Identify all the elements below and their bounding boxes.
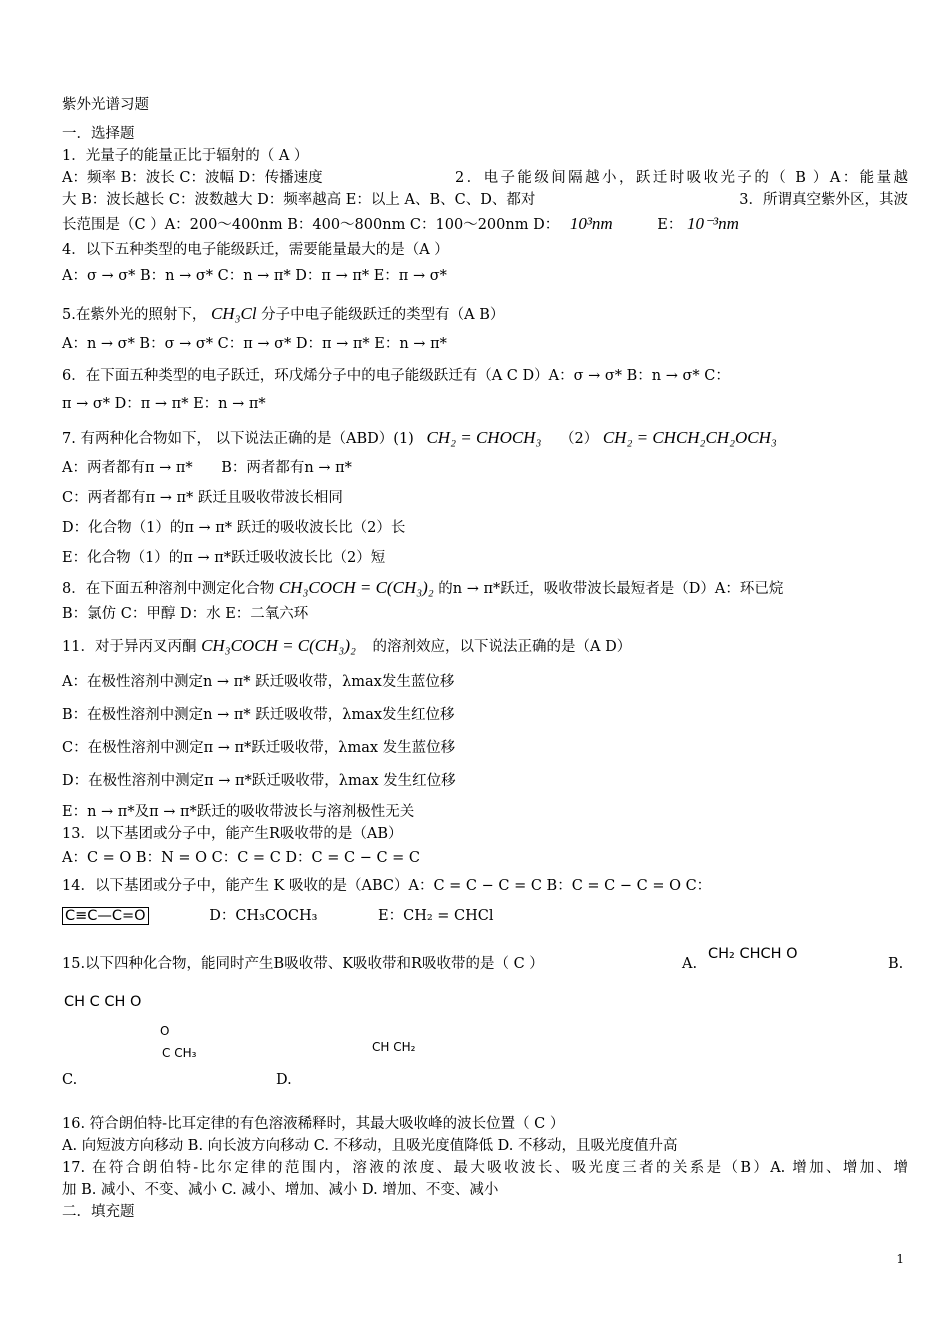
question-7-option-b: B：两者都有n → π*: [221, 460, 352, 476]
question-7-compound-2-label: （2）: [559, 431, 599, 447]
section-heading: 一．选择题: [62, 126, 135, 142]
question-7-option-d: D：化合物（1）的π → π* 跃迁的吸收波长比（2）长: [62, 520, 406, 536]
question-4-options: A：σ → σ* B：n → σ* C：n → π* D：π → π* E：π → σ*: [62, 268, 447, 284]
question-11-option-e: E：n → π*及π → π*跃迁的吸收带波长与溶剂极性无关: [62, 804, 415, 820]
question-11-option-c: C：在极性溶剂中测定π → π*跃迁吸收带，λmax 发生蓝位移: [62, 740, 456, 756]
question-7-option-e: E：化合物（1）的π → π*跃迁吸收波长比（2）短: [62, 550, 386, 566]
question-5-options: A：n → σ* B：σ → σ* C：π → σ* D：π → π* E：n → π*: [62, 336, 447, 352]
question-5-stem-end: 分子中电子能级跃迁的类型有（A B）: [261, 307, 505, 323]
question-15: 15.以下四种化合物，能同时产生B吸收带、K吸收带和R吸收带的是（ C ）: [62, 956, 544, 972]
question-14-option-d: D：CH₃COCH₃: [209, 908, 318, 924]
question-4: 4．以下五种类型的电子能级跃迁，需要能量最大的是（A ）: [62, 242, 449, 258]
section-heading-2: 二．填充题: [62, 1204, 135, 1220]
question-7-option-a: A：两者都有π → π*: [62, 460, 193, 476]
question-13-options: A：C = O B：N = O C：C = C D：C = C − C = C: [62, 850, 421, 866]
question-17: 17. 在符合朗伯特-比尔定律的范围内，溶液的浓度、最大吸收波长、吸光度三者的关系是（B）A. 增加、增加、增: [62, 1160, 908, 1176]
question-15-option-a-label: A.: [682, 956, 698, 972]
question-3-option-d-value: 10³nm: [569, 214, 613, 233]
question-8-stem-end: 的n → π*跃迁，吸收带波长最短者是（D）A：环已烷: [438, 581, 784, 597]
question-6: 6．在下面五种类型的电子跃迁，环戊烯分子中的电子能级跃迁有（A C D）A：σ → σ* B：n → σ* C：: [62, 368, 730, 384]
question-15-option-b-structure: CH C CH O: [64, 994, 142, 1010]
page-number: 1: [896, 1252, 904, 1266]
question-17-options: 加 B. 减小、不变、减小 C. 减小、增加、减小 D. 增加、不变、减小: [62, 1182, 499, 1198]
question-15-option-d-label: D.: [276, 1072, 292, 1088]
question-11-stem-end: 的溶剂效应，以下说法正确的是（A D）: [372, 639, 632, 655]
question-15-option-d-structure: CH CH₂: [372, 1040, 416, 1054]
question-1: 1．光量子的能量正比于辐射的（ A ）: [62, 148, 309, 164]
question-15-option-a-structure: CH₂ CHCH O: [708, 946, 798, 962]
question-11-option-d: D：在极性溶剂中测定π → π*跃迁吸收带，λmax 发生红位移: [62, 773, 456, 789]
question-16-options: A. 向短波方向移动 B. 向长波方向移动 C. 不移动，且吸光度值降低 D. 不移动，且吸光度值升高: [62, 1138, 678, 1154]
question-15-option-c-structure: C CH₃: [162, 1046, 197, 1060]
question-14-option-c-structure: C≡C—C=O: [62, 907, 149, 925]
question-15-option-c-label: C.: [62, 1072, 78, 1088]
question-7-compound-2: CH₂ = CHCH₂CH₂OCH₃: [602, 428, 777, 447]
question-3-option-e-label: E：: [657, 217, 683, 233]
question-14: 14．以下基团或分子中，能产生 K 吸收的是（ABC）A：C = C − C = C B：C = C − C = O C：: [62, 878, 712, 894]
question-8-stem: 8．在下面五种溶剂中测定化合物: [62, 581, 275, 597]
question-7-stem: 7. 有两种化合物如下， 以下说法正确的是（ABD）(1): [62, 431, 414, 447]
question-8-formula: CH₃COCH = C(CH₃)₂: [278, 578, 434, 597]
question-2: 2．电子能级间隔越小，跃迁时吸收光子的（ B ）A：能量越: [455, 170, 908, 186]
question-16: 16. 符合朗伯特-比耳定律的有色溶液稀释时，其最大吸收峰的波长位置（ C ）: [62, 1116, 565, 1132]
question-5-stem: 5.在紫外光的照射下，: [62, 307, 207, 323]
question-3-option-e-value: 10⁻³nm: [687, 214, 739, 233]
question-2-options: 大 B：波长越长 C：波数越大 D：频率越高 E：以上 A、B、C、D、都对: [62, 192, 536, 208]
question-3-options: 长范围是（C ）A：200～400nm B：400～800nm C：100～200nm D：: [62, 217, 560, 233]
question-11-option-b: B：在极性溶剂中测定n → π* 跃迁吸收带，λmax发生红位移: [62, 707, 455, 723]
question-3: 3．所谓真空紫外区，其波: [739, 192, 908, 208]
question-11-formula: CH₃COCH = C(CH₃)₂: [201, 636, 356, 655]
question-11-stem: 11．对于异丙叉丙酮: [62, 639, 197, 655]
question-13: 13．以下基团或分子中，能产生R吸收带的是（AB）: [62, 826, 403, 842]
question-1-options: A：频率 B：波长 C：波幅 D：传播速度: [62, 170, 323, 186]
question-8-options: B：氯仿 C：甲醇 D：水 E：二氧六环: [62, 606, 309, 622]
question-7-option-c: C：两者都有π → π* 跃迁且吸收带波长相同: [62, 490, 343, 506]
question-6-options: π → σ* D：π → π* E：n → π*: [62, 396, 266, 412]
page-title: 紫外光谱习题: [62, 97, 149, 113]
question-14-option-e: E：CH₂ = CHCl: [378, 908, 494, 924]
question-7-compound-1: CH₂ = CHOCH₃: [426, 428, 542, 447]
question-11-option-a: A：在极性溶剂中测定n → π* 跃迁吸收带，λmax发生蓝位移: [62, 674, 455, 690]
question-15-option-b-label: B.: [888, 956, 904, 972]
question-5-formula: CH₃Cl: [210, 304, 257, 323]
question-15-option-c-oxygen: O: [160, 1024, 170, 1038]
